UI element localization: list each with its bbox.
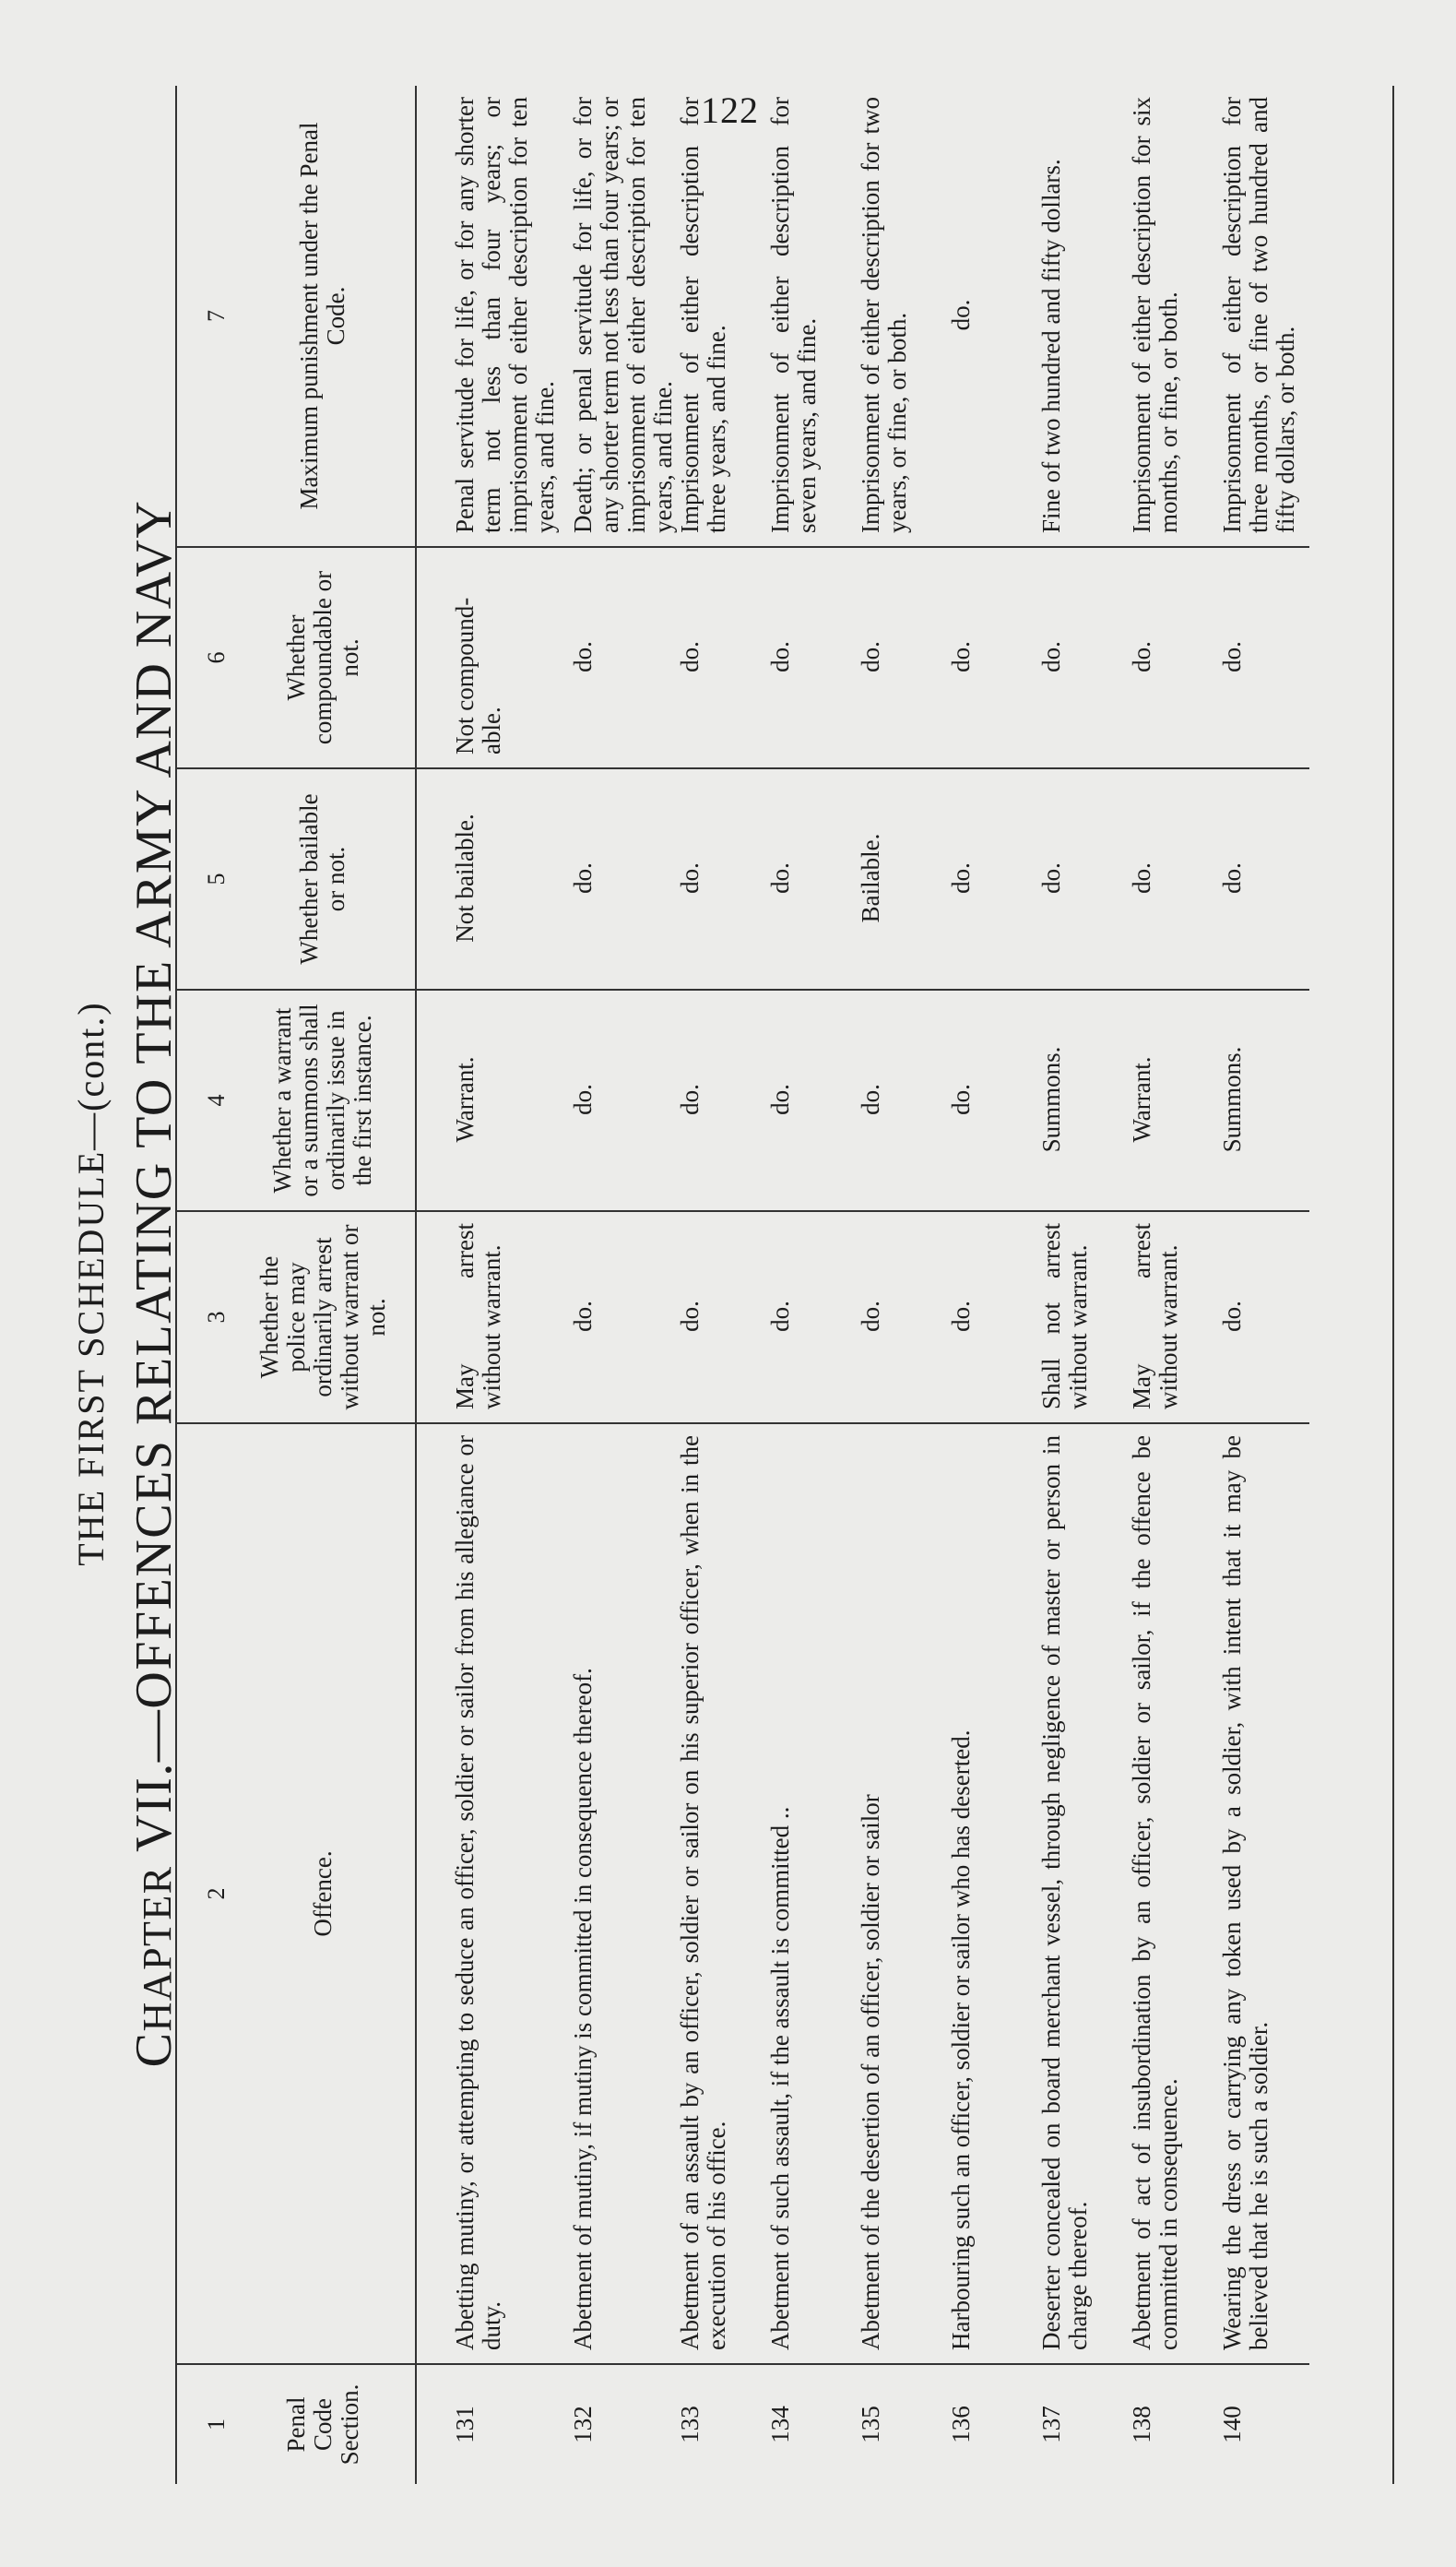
compoundable-cell: do.	[570, 547, 677, 768]
section-cell: 131	[451, 2406, 479, 2443]
compoundable-cell: Not compound-able.	[416, 547, 570, 768]
column-number: 4	[175, 990, 231, 1211]
offence-cell: Abetment of act of insubordination by an officer, soldier or sailor, if the offence be committed in consequence.	[1129, 1423, 1219, 2364]
column-number: 1	[203, 2418, 230, 2430]
column-header: Penal Code Section.	[231, 2364, 416, 2484]
table-row	[1129, 86, 1219, 2484]
offences-table	[175, 86, 1309, 2484]
page-number: 122	[701, 89, 759, 131]
table-bottom-rule	[1392, 86, 1394, 2484]
section-cell: 134	[766, 2406, 794, 2443]
warrant-cell: do.	[570, 990, 677, 1211]
arrest-cell: do.	[948, 1211, 1038, 1423]
arrest-cell: do.	[677, 1211, 767, 1423]
column-number: 6	[175, 547, 231, 768]
compoundable-cell: do.	[1129, 547, 1219, 768]
compoundable-cell: do.	[858, 547, 948, 768]
bailable-cell: do.	[1129, 768, 1219, 990]
column-header: Whether bailable or not.	[231, 768, 416, 990]
column-number: 3	[175, 1211, 231, 1423]
column-header: Maximum punishment under the Penal Code.	[231, 86, 416, 547]
section-cell: 132	[569, 2406, 597, 2443]
bailable-cell: do.	[767, 768, 858, 990]
punishment-cell: Fine of two hundred and fifty dollars.	[1038, 86, 1129, 547]
offence-cell: Wearing the dress or carrying any token used by a soldier, with intent that it may be believed that he is such a soldier.	[1219, 1423, 1309, 2364]
warrant-cell: Summons.	[1038, 990, 1129, 1211]
column-header-row	[231, 86, 416, 2484]
table-row	[416, 86, 570, 2484]
section-cell: 138	[1128, 2406, 1155, 2443]
punishment-cell: do.	[948, 86, 1038, 547]
compoundable-cell: do.	[1038, 547, 1129, 768]
compoundable-cell: do.	[948, 547, 1038, 768]
bailable-cell: do.	[1219, 768, 1309, 990]
offence-cell: Harbouring such an officer, soldier or sailor who has deserted.	[948, 1423, 1038, 2364]
section-cell: 133	[676, 2406, 704, 2443]
offence-cell: Abetting mutiny, or attempting to seduce an officer, soldier or sailor from his allegiance or duty.	[416, 1423, 570, 2364]
column-header: Offence.	[231, 1423, 416, 2364]
table-row	[948, 86, 1038, 2484]
punishment-cell: Imprisonment of either description for six months, or fine, or both.	[1129, 86, 1219, 547]
table-row	[858, 86, 948, 2484]
offence-cell: Abetment of the desertion of an officer, soldier or sailor	[858, 1423, 948, 2364]
warrant-cell: do.	[677, 990, 767, 1211]
column-number: 5	[175, 768, 231, 990]
section-cell: 135	[857, 2406, 884, 2443]
chapter-title: VII.—OFFENCES RELATING TO THE ARMY AND NAVY	[125, 499, 183, 1866]
table-row	[677, 86, 767, 2484]
warrant-cell: do.	[858, 990, 948, 1211]
arrest-cell: May arrest without warrant.	[416, 1211, 570, 1423]
warrant-cell: do.	[948, 990, 1038, 1211]
offence-cell: Abetment of mutiny, if mutiny is committed in consequence thereof.	[570, 1423, 677, 2364]
chapter-prefix-small-caps: HAPTER	[135, 1865, 180, 2032]
compoundable-cell: do.	[677, 547, 767, 768]
offence-cell: Deserter concealed on board merchant vessel, through negligence of master or person in charge thereof.	[1038, 1423, 1129, 2364]
offence-cell: Abetment of such assault, if the assault is committed ..	[767, 1423, 858, 2364]
punishment-cell: Imprisonment of either description for two years, or fine, or both.	[858, 86, 948, 547]
punishment-cell: Imprisonment of either description for three years, and fine.	[677, 86, 767, 547]
table-row	[767, 86, 858, 2484]
chapter-prefix: C	[125, 2031, 183, 2068]
bailable-cell: do.	[948, 768, 1038, 990]
arrest-cell: do.	[570, 1211, 677, 1423]
punishment-cell: Imprisonment of either description for seven years, and fine.	[767, 86, 858, 547]
schedule-title: THE FIRST SCHEDULE—(cont.)	[70, 1001, 112, 1566]
warrant-cell: Warrant.	[416, 990, 570, 1211]
warrant-cell: Warrant.	[1129, 990, 1219, 1211]
arrest-cell: do.	[767, 1211, 858, 1423]
column-header: Whether a warrant or a summons shall ordinarily issue in the first instance.	[231, 990, 416, 1211]
bailable-cell: do.	[570, 768, 677, 990]
section-cell: 136	[947, 2406, 975, 2443]
bailable-cell: do.	[677, 768, 767, 990]
section-cell: 137	[1037, 2406, 1065, 2443]
punishment-cell: Death; or penal servitude for life, or for any shorter term not less than four years; or imprisonment of either description for ten years, and fine.	[570, 86, 677, 547]
section-cell: 140	[1218, 2406, 1246, 2443]
arrest-cell: Shall not arrest without warrant.	[1038, 1211, 1129, 1423]
bailable-cell: Bailable.	[858, 768, 948, 990]
column-number: 7	[175, 86, 231, 547]
table-row	[570, 86, 677, 2484]
table-row	[1038, 86, 1129, 2484]
punishment-cell: Imprisonment of either description for three months, or fine of two hundred and fifty dollars, or both.	[1219, 86, 1309, 547]
warrant-cell: do.	[767, 990, 858, 1211]
bailable-cell: do.	[1038, 768, 1129, 990]
column-header: Whether the police may ordinarily arrest without warrant or not.	[231, 1211, 416, 1423]
column-number-row	[175, 86, 231, 2484]
table-row	[1219, 86, 1309, 2484]
column-header: Whether compoundable or not.	[231, 547, 416, 768]
punishment-cell: Penal servitude for life, or for any shorter term not less than four years; or imprisonment of either description for ten years, and fine.	[416, 86, 570, 547]
offence-cell: Abetment of an assault by an officer, soldier or sailor on his superior officer, when in the execution of his office.	[677, 1423, 767, 2364]
warrant-cell: Summons.	[1219, 990, 1309, 1211]
compoundable-cell: do.	[767, 547, 858, 768]
arrest-cell: do.	[1219, 1211, 1309, 1423]
column-number: 2	[175, 1423, 231, 2364]
bailable-cell: Not bailable.	[416, 768, 570, 990]
arrest-cell: May arrest without warrant.	[1129, 1211, 1219, 1423]
arrest-cell: do.	[858, 1211, 948, 1423]
compoundable-cell: do.	[1219, 547, 1309, 768]
